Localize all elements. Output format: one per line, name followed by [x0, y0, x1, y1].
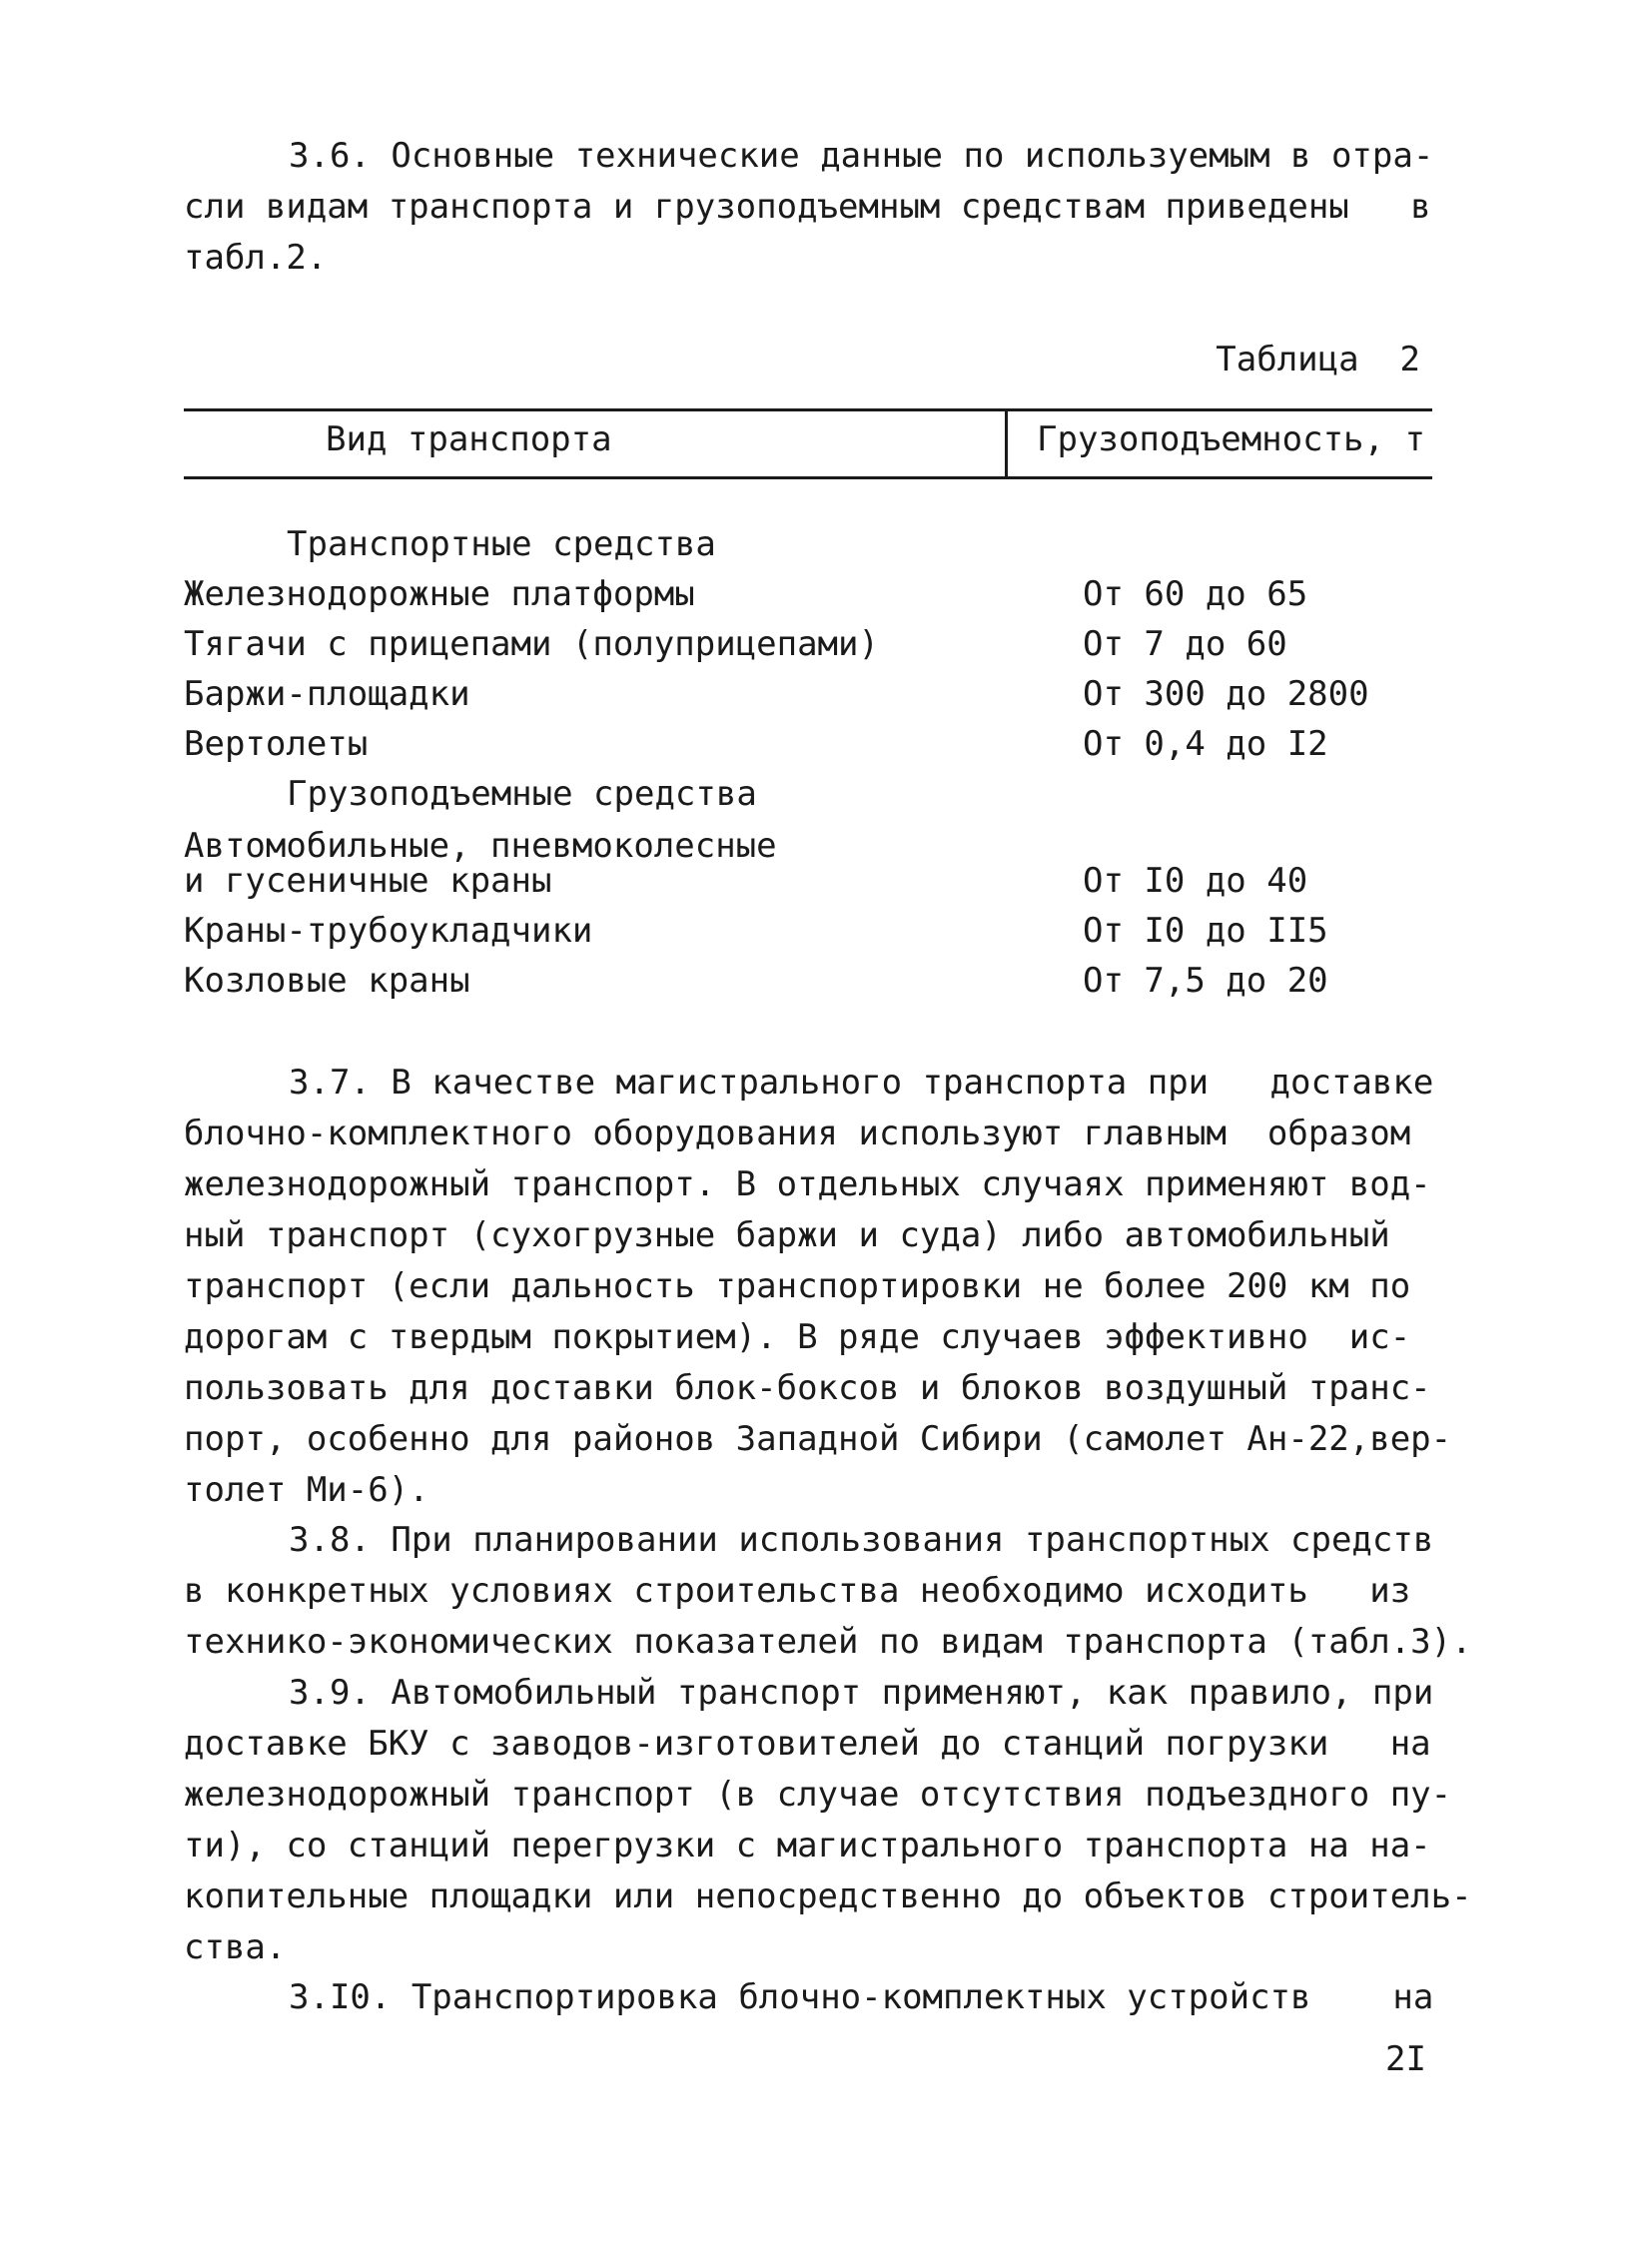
paragraph-line: пользовать для доставки блок-боксов и блоков воздушный транс-	[184, 1368, 1431, 1408]
paragraph-line: 3.I0. Транспортировка блочно-комплектных устройств на	[289, 1977, 1434, 2017]
table-header-divider	[1005, 408, 1008, 479]
transport-name: Тягачи с прицепами (полуприцепами)	[184, 624, 879, 664]
paragraph-line: технико-экономических показателей по видам транспорта (табл.3).	[184, 1622, 1472, 1662]
transport-name: Автомобильные, пневмоколесные	[184, 826, 777, 866]
paragraph-line: ти), со станций перегрузки с магистрального транспорта на на-	[184, 1826, 1431, 1866]
paragraph-line: доставке БКУ с заводов-изготовителей до станций погрузки на	[184, 1724, 1431, 1764]
transport-name: и гусеничные краны	[184, 861, 552, 901]
paragraph-line: 3.7. В качестве магистрального транспорта при доставке	[289, 1063, 1434, 1103]
table-row	[184, 724, 1432, 774]
table-section-heading	[184, 524, 1432, 574]
transport-name: Баржи-площадки	[184, 674, 470, 714]
transport-name: Вертолеты	[184, 724, 369, 764]
paragraph-3-7	[184, 1058, 1452, 1516]
table-row	[184, 911, 1432, 961]
table-row	[184, 624, 1432, 674]
paragraph-line: транспорт (если дальность транспортировки не более 200 км по	[184, 1266, 1411, 1306]
paragraph-line: дорогам с твердым покрытием). В ряде случаев эффективно ис-	[184, 1317, 1411, 1357]
capacity-value: От 7 до 60	[1083, 624, 1287, 664]
table-section-heading	[184, 774, 1432, 824]
transport-name: Краны-трубоукладчики	[184, 911, 593, 951]
capacity-value: От 0,4 до I2	[1083, 724, 1328, 764]
table-header-bottom-rule	[184, 476, 1432, 479]
section-heading-label: Грузоподъемные средства	[287, 774, 757, 814]
paragraph-3-9	[184, 1668, 1472, 1973]
paragraph-line: железнодорожный транспорт. В отдельных случаях применяют вод-	[184, 1164, 1431, 1204]
paragraph-line: блочно-комплектного оборудования используют главным образом	[184, 1114, 1411, 1153]
paragraph-line: в конкретных условиях строительства необходимо исходить из	[184, 1571, 1411, 1611]
page-number: 2I	[1385, 2039, 1426, 2079]
paragraph-line: ный транспорт (сухогрузные баржи и суда) либо автомобильный	[184, 1215, 1390, 1255]
paragraph-line: ства.	[184, 1927, 287, 1967]
paragraph-line: железнодорожный транспорт (в случае отсутствия подъездного пу-	[184, 1775, 1452, 1815]
capacity-value: От 60 до 65	[1083, 574, 1308, 614]
paragraph-3-8	[184, 1515, 1472, 1668]
paragraph-line: копительные площадки или непосредственно до объектов строитель-	[184, 1876, 1472, 1916]
capacity-value: От 7,5 до 20	[1083, 961, 1328, 1001]
table-header-transport-type: Вид транспорта	[326, 419, 612, 459]
paragraph-line: толет Ми-6).	[184, 1470, 429, 1510]
capacity-value: От 300 до 2800	[1083, 674, 1369, 714]
transport-name: Железнодорожные платформы	[184, 574, 695, 614]
table-header-capacity: Грузоподъемность, т	[1037, 419, 1425, 459]
paragraph-line: порт, особенно для районов Западной Сибири (самолет Ан-22,вер-	[184, 1419, 1452, 1459]
paragraph-line: 3.6. Основные технические данные по используемым в отра-	[289, 136, 1434, 176]
transport-name: Козловые краны	[184, 961, 470, 1001]
paragraph-line: сли видам транспорта и грузоподъемным средствам приведены в	[184, 187, 1431, 227]
paragraph-3-6	[184, 131, 1432, 284]
table-row	[184, 861, 1432, 911]
paragraph-3-10	[184, 1972, 1432, 2023]
capacity-value: От I0 до II5	[1083, 911, 1328, 951]
capacity-value: От I0 до 40	[1083, 861, 1308, 901]
table-caption: Таблица 2	[1216, 340, 1420, 379]
table-row	[184, 961, 1432, 1011]
paragraph-line: 3.9. Автомобильный транспорт применяют, как правило, при	[289, 1673, 1434, 1713]
section-heading-label: Транспортные средства	[287, 524, 716, 564]
table-top-rule	[184, 408, 1432, 411]
table-row	[184, 574, 1432, 624]
table-row	[184, 674, 1432, 724]
paragraph-line: 3.8. При планировании использования транспортных средств	[289, 1520, 1434, 1560]
paragraph-line: табл.2.	[184, 238, 328, 278]
